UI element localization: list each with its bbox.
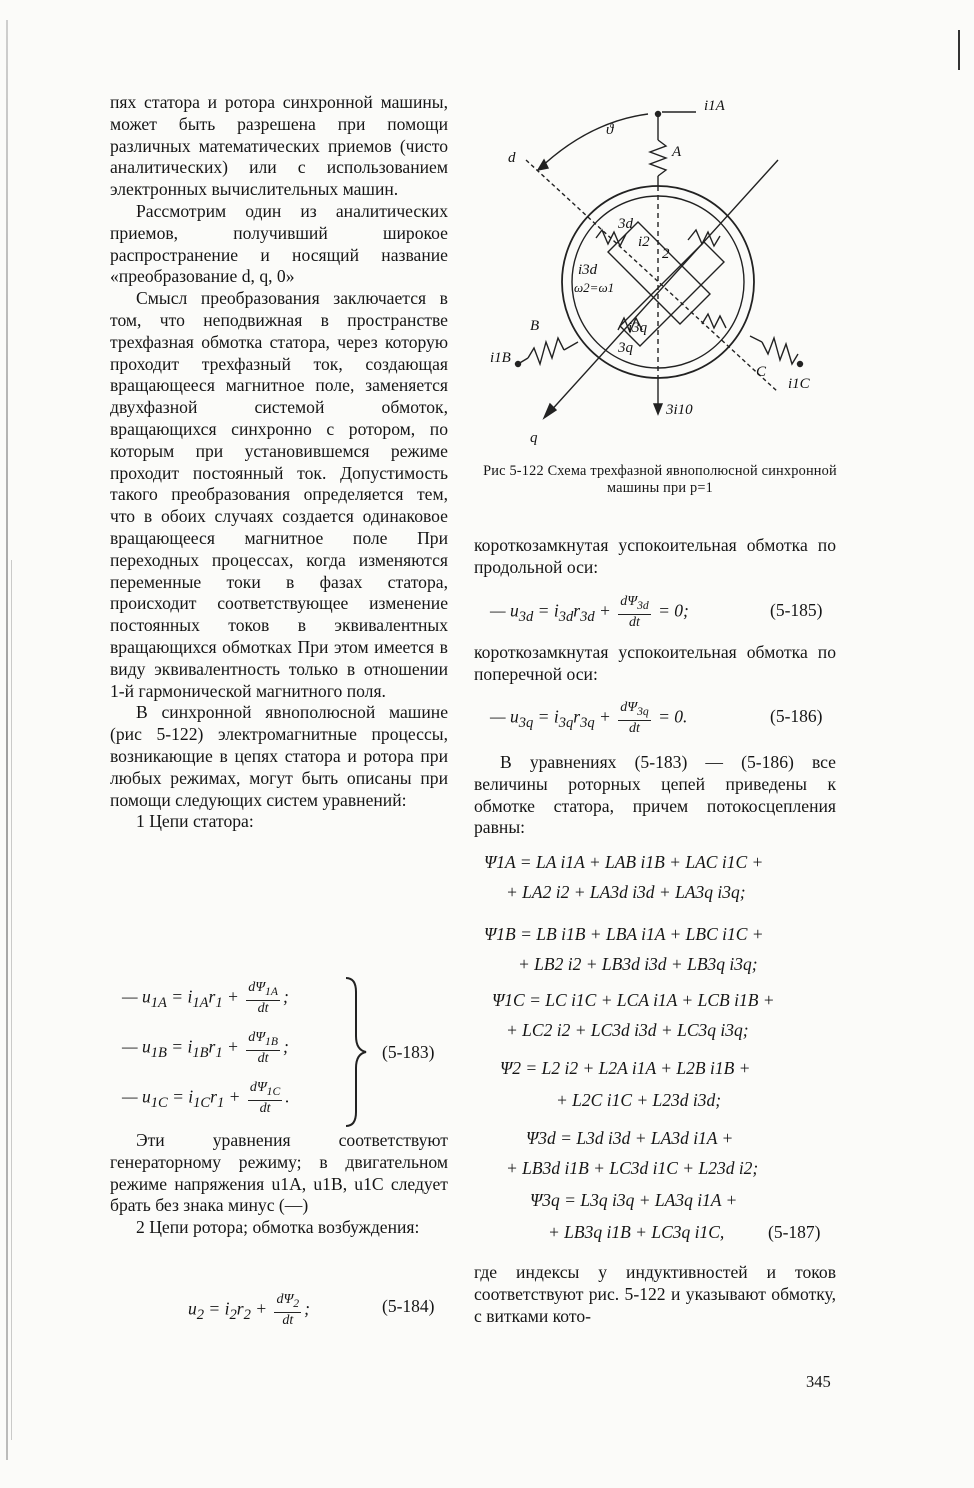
equation-number-5-187: (5-187) bbox=[768, 1222, 821, 1242]
equation-5-187-line-3: Ψ1B = LB i1B + LBA i1A + LBC i1C + bbox=[484, 924, 764, 944]
equation-5-187-line-2: + LA2 i2 + LA3d i3d + LA3q i3q; bbox=[506, 882, 746, 902]
equation-5-183c: — $u_{1C} = i_{1C}r_1$ + $\frac{d\Psi_{1C}}{dt}$ . bbox=[122, 1080, 290, 1116]
scan-edge-mark bbox=[958, 30, 960, 70]
equation-5-186: — $u_{3q} = i_{3q}r_{3q}$ + $\frac{d\Psi_{3q}}{dt}$ = 0. bbox=[490, 700, 688, 736]
paragraph-transform-meaning: Смысл преобразования заключается в том, что неподвижная в пространстве трехфазная обмотка статора, через которую проходит трехфазный ток, создающая вращающееся магнитное поле, заменяется двухфазной системой обмоток, вращающихся синхронно с ротором, по которым при установившемся режиме проходит постоянный ток. Допустимость такого преобразования определяется тем, что в обоих случаях создается одинаковое вращающееся магнитное поле При переходных процессах, когда изменяются переменные токи в фазах статора, происходит соответствующее изменение постоянных токов в эквивалентных вращающихся обмотках При этом имеется в виду эквивалентность только в отношении 1-й гармонической магнитного поля. bbox=[110, 288, 448, 701]
left-column-top bbox=[110, 92, 448, 833]
equation-5-187-line-6: + LC2 i2 + LC3d i3d + LC3q i3q; bbox=[506, 1020, 749, 1040]
equation-brace bbox=[340, 972, 370, 1132]
equation-5-187-line-1: Ψ1A = LA i1A + LAB i1B + LAC i1C + bbox=[484, 852, 764, 872]
equation-5-187-line-7: Ψ2 = L2 i2 + L2A i1A + L2B i1B + bbox=[500, 1058, 751, 1078]
label-3q: 3q bbox=[618, 340, 633, 356]
page-number: 345 bbox=[806, 1372, 831, 1391]
equation-5-184: $u_2 = i_2r_2$ + $\frac{d\Psi_2}{dt}$ ; bbox=[188, 1292, 310, 1328]
paragraph-generator-mode: Эти уравнения соответствуют генераторному режиму; в двигательном режиме напряжения u1A, u1B, u1C следует брать без знака минус (—) bbox=[110, 1130, 448, 1216]
equation-5-185: — $u_{3d} = i_{3d}r_{3d}$ + $\frac{d\Psi_{3d}}{dt}$ = 0; bbox=[490, 594, 689, 630]
equation-number-5-184: (5-184) bbox=[382, 1296, 435, 1316]
equation-5-187-line-8: + L2C i1C + L23d i3d; bbox=[556, 1090, 722, 1110]
paragraph-continuation: пях статора и ротора синхронной машины, может быть разрешена при помощи различных математических приемов (чисто аналитических) или с использованием электронных вычислительных машин. bbox=[110, 92, 448, 200]
right-column-damper-q bbox=[474, 642, 836, 686]
paragraph-flux-linkages: В уравнениях (5-183) — (5-186) все величины роторных цепей приведены к обмотке статора, причем потокосцепления равны: bbox=[474, 752, 836, 838]
paragraph-damper-d: короткозамкнутая успокоительная обмотка по продольной оси: bbox=[474, 535, 836, 577]
equation-number-5-185: (5-185) bbox=[770, 600, 823, 620]
label-i3q: i3q bbox=[628, 320, 648, 336]
figure-caption: Рис 5-122 Схема трехфазной явнополюсной синхронной машины при p=1 bbox=[483, 463, 837, 496]
label-i3d: i3d bbox=[578, 262, 598, 278]
label-i1C: i1C bbox=[788, 376, 810, 392]
label-q-axis: q bbox=[530, 430, 538, 446]
paragraph-analytic-methods: Рассмотрим один из аналитических приемов, получивший широкое распространение и носящий название «преобразование d, q, 0» bbox=[110, 200, 448, 287]
label-omega: ω2=ω1 bbox=[574, 280, 615, 295]
equation-5-187-line-12: + LB3q i1B + LC3q i1C, bbox=[548, 1222, 725, 1242]
paragraph-indices: где индексы у индуктивностей и токов соответствуют рис. 5-122 и указывают обмотку, с витками кото- bbox=[474, 1262, 836, 1326]
scan-binding-edge bbox=[11, 560, 12, 1440]
equation-number-5-183: (5-183) bbox=[382, 1042, 435, 1062]
item-rotor-circuits: 2 Цепи ротора; обмотка возбуждения: bbox=[136, 1217, 420, 1238]
label-i1B: i1B bbox=[490, 350, 511, 366]
label-A: A bbox=[672, 144, 682, 160]
equation-5-183b: — $u_{1B} = i_{1B}r_1$ + $\frac{d\Psi_{1B}}{dt}$ ; bbox=[122, 1030, 289, 1066]
equation-number-5-186: (5-186) bbox=[770, 706, 823, 726]
label-3i10: 3i10 bbox=[666, 402, 693, 418]
right-column-bottom bbox=[474, 1262, 836, 1327]
equation-5-187-line-10: + LB3d i1B + LC3d i1C + L23d i2; bbox=[506, 1158, 759, 1178]
label-d-axis: d bbox=[508, 150, 516, 166]
label-i1A: i1A bbox=[704, 98, 725, 114]
label-theta: ϑ bbox=[606, 122, 614, 138]
label-3d: 3d bbox=[618, 216, 633, 232]
scan-margin-shadow bbox=[6, 20, 8, 1460]
right-column-equations-intro bbox=[474, 752, 836, 839]
label-B: B bbox=[530, 318, 540, 334]
label-i2: i2 bbox=[638, 234, 650, 250]
equation-5-183a: — $u_{1A} = i_{1A}r_1$ + $\frac{d\Psi_{1A}}{dt}$ ; bbox=[122, 980, 289, 1016]
label-2: 2 bbox=[662, 246, 670, 262]
machine-schematic-figure bbox=[478, 92, 838, 462]
paragraph-salient-machine: В синхронной явнополюсной машине (рис 5-122) электромагнитные процессы, возникающие в цепях статора и ротора при любых режимах, могут быть описаны при помощи следующих систем уравнений: bbox=[110, 702, 448, 810]
left-column-bottom bbox=[110, 1130, 448, 1239]
item-stator-circuits: 1 Цепи статора: bbox=[136, 811, 254, 832]
label-C: C bbox=[756, 364, 767, 380]
equation-5-187-line-5: Ψ1C = LC i1C + LCA i1A + LCB i1B + bbox=[492, 990, 775, 1010]
equation-5-187-line-4: + LB2 i2 + LB3d i3d + LB3q i3q; bbox=[518, 954, 758, 974]
equation-5-187-line-11: Ψ3q = L3q i3q + LA3q i1A + bbox=[530, 1190, 738, 1210]
paragraph-damper-q: короткозамкнутая успокоительная обмотка по поперечной оси: bbox=[474, 642, 836, 684]
right-column-damper-d bbox=[474, 535, 836, 579]
equation-5-187-line-9: Ψ3d = L3d i3d + LA3d i1A + bbox=[526, 1128, 734, 1148]
